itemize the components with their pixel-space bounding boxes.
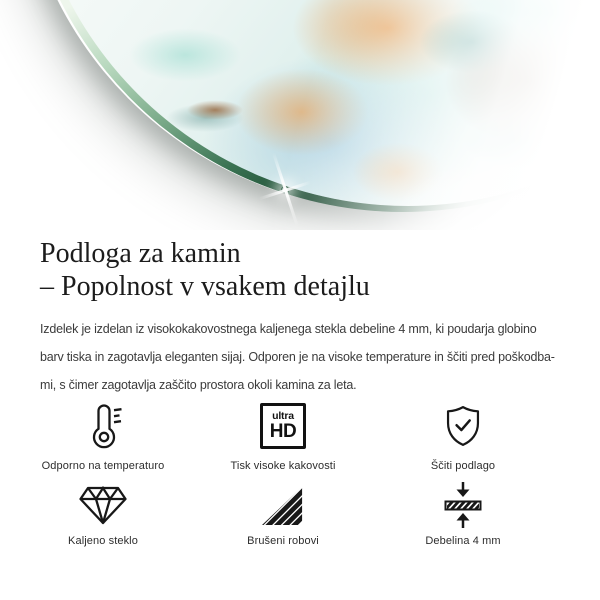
feature-temperature xyxy=(13,401,193,472)
ultra-hd-icon-text-top: ultra xyxy=(272,410,294,422)
feature-thickness xyxy=(373,484,553,547)
feature-label: Ščiti podlago xyxy=(430,460,496,472)
feature-protection xyxy=(373,401,553,472)
feature-grid xyxy=(0,401,600,547)
feature-label: Tisk visoke kakovosti xyxy=(230,460,336,472)
polished-edges-icon xyxy=(261,484,305,526)
feature-label: Kaljeno steklo xyxy=(68,535,138,547)
feature-label: Odporno na temperaturo xyxy=(41,460,165,472)
feature-label: Debelina 4 mm xyxy=(425,535,501,547)
thermometer-icon xyxy=(79,401,127,451)
description-line: mi, s čimer zagotavlja zaščito prostora okoli kamina za leta. xyxy=(40,378,357,392)
product-image[interactable] xyxy=(0,0,600,230)
page-title xyxy=(40,237,560,303)
product-description xyxy=(40,315,560,399)
diamond-icon xyxy=(77,484,129,526)
shield-check-icon xyxy=(440,401,486,451)
feature-print-quality xyxy=(193,401,373,472)
feature-label: Brušeni robovi xyxy=(247,535,319,547)
feature-row-2 xyxy=(0,484,600,547)
description-line: Izdelek je izdelan iz visokokakovostnega kaljenega stekla debeline 4 mm, ki poudarja globino xyxy=(40,322,537,336)
feature-tempered-glass xyxy=(13,484,193,547)
feature-row-1 xyxy=(0,401,600,472)
image-fade-overlay xyxy=(0,0,600,230)
ultra-hd-icon-text-bottom: HD xyxy=(269,421,297,442)
thickness-icon xyxy=(441,484,485,526)
page-title-line1: Podloga za kamin xyxy=(40,238,241,269)
ultra-hd-icon xyxy=(260,401,306,451)
page-title-line2: – Popolnost v vsakem detajlu xyxy=(40,271,370,302)
feature-polished-edges xyxy=(193,484,373,547)
description-line: barv tiska in zagotavlja eleganten sijaj. Odporen je na visoke temperature in ščiti pred poškodba- xyxy=(40,350,555,364)
description-section xyxy=(0,237,600,399)
